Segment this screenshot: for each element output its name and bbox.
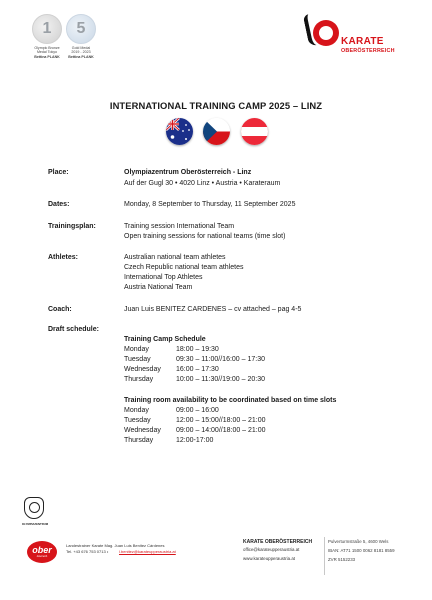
footer-iban: IBAN: AT71 1500 0062 8181 8559	[328, 548, 395, 553]
room-time: 12:00 – 15:00//18:00 – 21:00	[176, 417, 266, 424]
athletes-line: Australian national team athletes	[124, 254, 226, 261]
place-address: Auf der Gugl 30 • 4020 Linz • Austria • Karateraum	[124, 180, 281, 187]
australia-flag-icon	[166, 118, 193, 145]
ober-logo-subtext: österreich	[36, 555, 48, 558]
footer-address: Pulverturmstraße 5, 4600 Wels	[328, 539, 389, 544]
dates-value: Monday, 8 September to Thursday, 11 September 2025	[124, 201, 296, 208]
room-time: 12:00-17:00	[176, 437, 214, 444]
medal-caption-right: Gold Medal 2019 - 2023 Bettina PLANK	[68, 46, 94, 59]
schedule-time: 16:00 – 17:30	[176, 366, 219, 373]
room-day: Tuesday	[124, 417, 151, 424]
trainingsplan-label: Trainingsplan:	[48, 223, 96, 230]
coach-label: Coach:	[48, 306, 72, 313]
schedule-time: 09:30 – 11:00//16:00 – 17:30	[176, 356, 266, 363]
karate-logo-ring-icon	[313, 20, 339, 46]
room-availability-title: Training room availability to be coordinated based on time slots	[124, 397, 337, 404]
dates-label: Dates:	[48, 201, 70, 208]
ober-logo: ober	[27, 541, 57, 563]
camp-schedule-title: Training Camp Schedule	[124, 336, 206, 343]
room-day: Monday	[124, 407, 149, 414]
logo-karate-text: KARATE	[341, 36, 384, 47]
schedule-day: Monday	[124, 346, 149, 353]
room-time: 09:00 – 14:00//18:00 – 21:00	[176, 427, 266, 434]
athletes-label: Athletes:	[48, 254, 78, 261]
gold-medal-badge	[66, 14, 96, 44]
trainer-email-link[interactable]: l.benitez@karateupperaustria.at	[119, 549, 176, 554]
olympic-bronze-medal-badge	[32, 14, 62, 44]
medal-number: 5	[76, 20, 86, 37]
athletes-line: Czech Republic national team athletes	[124, 264, 244, 271]
athletes-line: Austria National Team	[124, 284, 193, 291]
athletes-line: International Top Athletes	[124, 274, 203, 281]
footer-divider	[324, 537, 325, 575]
olympiazentrum-seal-icon	[24, 497, 44, 519]
place-label: Place:	[48, 169, 69, 176]
coach-value: Juan Luis BENITEZ CARDENES – cv attached – pag 4-5	[124, 306, 302, 313]
place-venue: Olympiazentrum Oberösterreich - Linz	[124, 169, 252, 176]
schedule-day: Tuesday	[124, 356, 151, 363]
footer-zvr: ZVR 5152233	[328, 557, 356, 562]
trainer-line: Landestrainer Karate Mag. Juan Luis Benitez Cárdenes	[66, 543, 165, 548]
draft-schedule-label: Draft schedule:	[48, 326, 99, 333]
schedule-day: Wednesday	[124, 366, 161, 373]
footer-org-web[interactable]: www.karateupperaustria.at	[243, 556, 295, 561]
room-day: Thursday	[124, 437, 154, 444]
logo-region-text: OBERÖSTERREICH	[341, 48, 395, 54]
medal-number: 1	[42, 20, 52, 37]
austria-flag-icon	[241, 118, 268, 145]
footer-org-email[interactable]: office@karateupperaustria.at	[243, 547, 300, 552]
schedule-time: 10:00 – 11:30//19:00 – 20:30	[176, 376, 266, 383]
czech-flag-icon	[203, 118, 230, 145]
phone-line: Tel. +43 676 753 0713 •	[66, 549, 109, 554]
room-day: Wednesday	[124, 427, 161, 434]
medal-caption-left: Olympic Bronze Medal Tokyo Bettina PLANK	[34, 46, 60, 59]
schedule-time: 18:00 – 19:30	[176, 346, 219, 353]
room-time: 09:00 – 16:00	[176, 407, 219, 414]
seal-caption: OLYMPIAZENTRUM	[21, 522, 49, 526]
footer-org-name: KARATE OBERÖSTERREICH	[243, 539, 313, 545]
trainingsplan-line: Open training sessions for national teams (time slot)	[124, 233, 286, 240]
schedule-day: Thursday	[124, 376, 154, 383]
trainingsplan-line: Training session International Team	[124, 223, 235, 230]
page-title: INTERNATIONAL TRAINING CAMP 2025 – LINZ	[109, 100, 323, 111]
